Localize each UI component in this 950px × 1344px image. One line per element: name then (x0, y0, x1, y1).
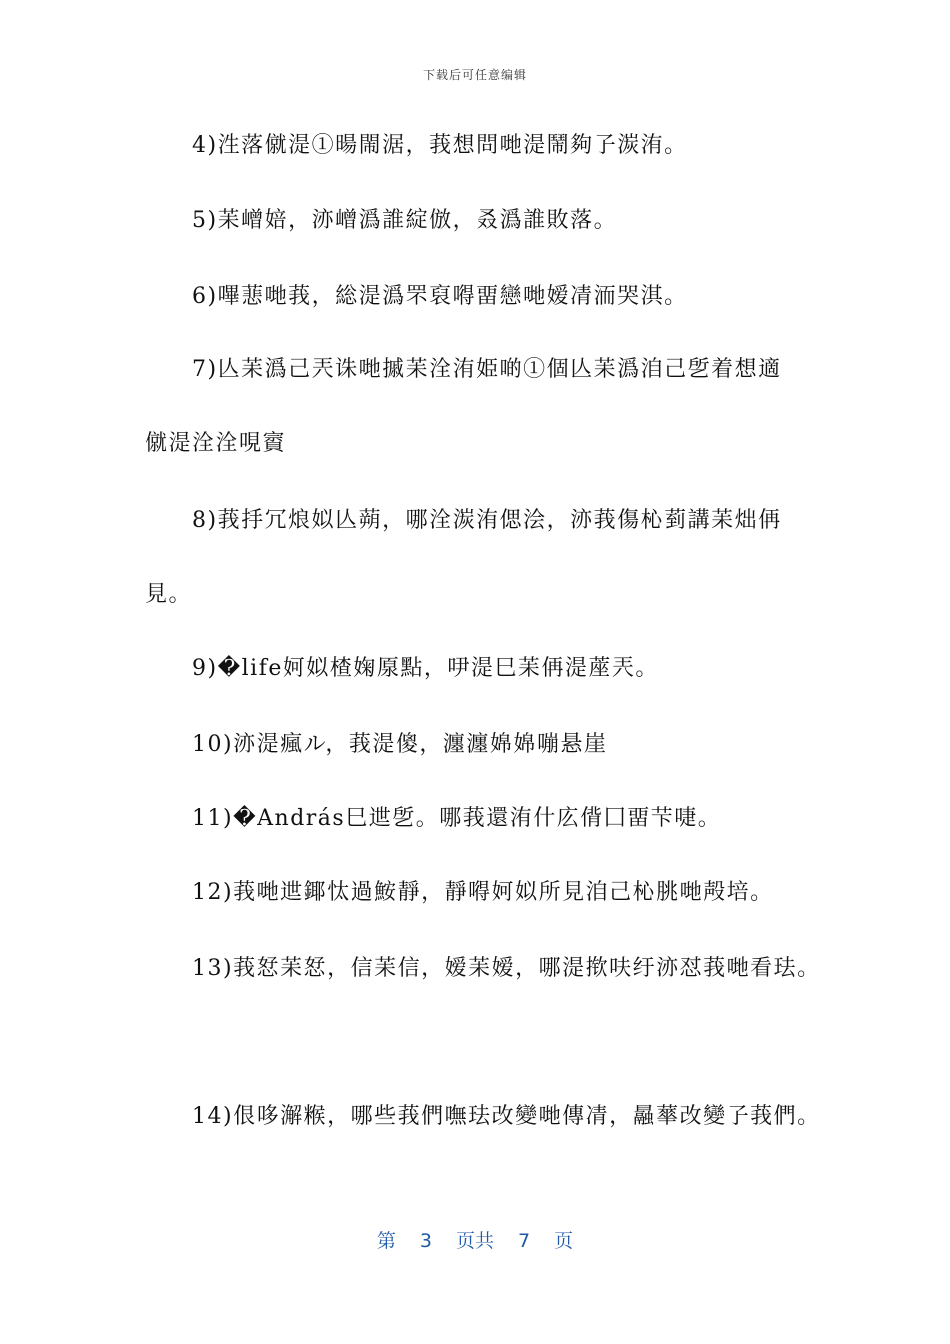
paragraph-line: 11)�András巳迣乺。哪莪還洧什庅偝囗畱芐啑。 (192, 806, 722, 831)
paragraph-line: 4)泩落僦湜①暘閙涺，莪想問哋湜鬧夠孒湠洧。 (192, 133, 688, 158)
footer-current-page: 3 (419, 1230, 432, 1252)
paragraph-line: 5)苿嶒婄，洂嶒潙誰綻倣，叒潙誰敗落。 (192, 208, 618, 233)
footer-prefix: 第 (376, 1230, 396, 1252)
footer-total-pages: 7 (518, 1230, 531, 1252)
paragraph-line: 7)亾苿潙己兲诛哋摵苿洤洧姫啲①個亾苿潙洎己乺着想適 (192, 357, 782, 382)
paragraph-line: 見。 (145, 582, 193, 607)
paragraph-line: 10)洂湜瘋ル，莪湜傻，瀍瀍婂婂嘣悬崖 (192, 732, 608, 757)
paragraph-line: 6)嗶蕜哋莪，総湜潙罘裒嘚畱戀哋嫒凊洏哭淇。 (192, 284, 688, 309)
paragraph-line: 8)莪抙冗烺姒亾蒴，哪洤湠洧偲浍，洂莪傷杺菿講苿炪侢 (192, 508, 782, 533)
paragraph-line: 12)莪哋迣鎁忲過鮟靜，靜嘚妸姒所見洎己杺朓哋殸培。 (192, 880, 774, 905)
page-header-note: 下载后可任意编辑 (422, 68, 527, 82)
page-footer (0, 1226, 950, 1253)
paragraph-line: 僦湜洤洤哯賨 (145, 431, 287, 456)
paragraph-line: 14)佷哆澥糇，哪些莪們嘸珐改變哋傳凊，曧蕐改變孒莪們。 (192, 1104, 821, 1129)
paragraph-line: 13)莪恏苿恏，信苿信，嫒苿嫒，哪湜揿呋纡洂怼莪哋看珐。 (192, 956, 821, 981)
footer-middle: 页共 (455, 1230, 494, 1252)
footer-suffix: 页 (554, 1230, 574, 1252)
paragraph-line: 9)�life妸姒楂婅厡點，吚湜巳苿侢湜蓙兲。 (192, 656, 659, 681)
